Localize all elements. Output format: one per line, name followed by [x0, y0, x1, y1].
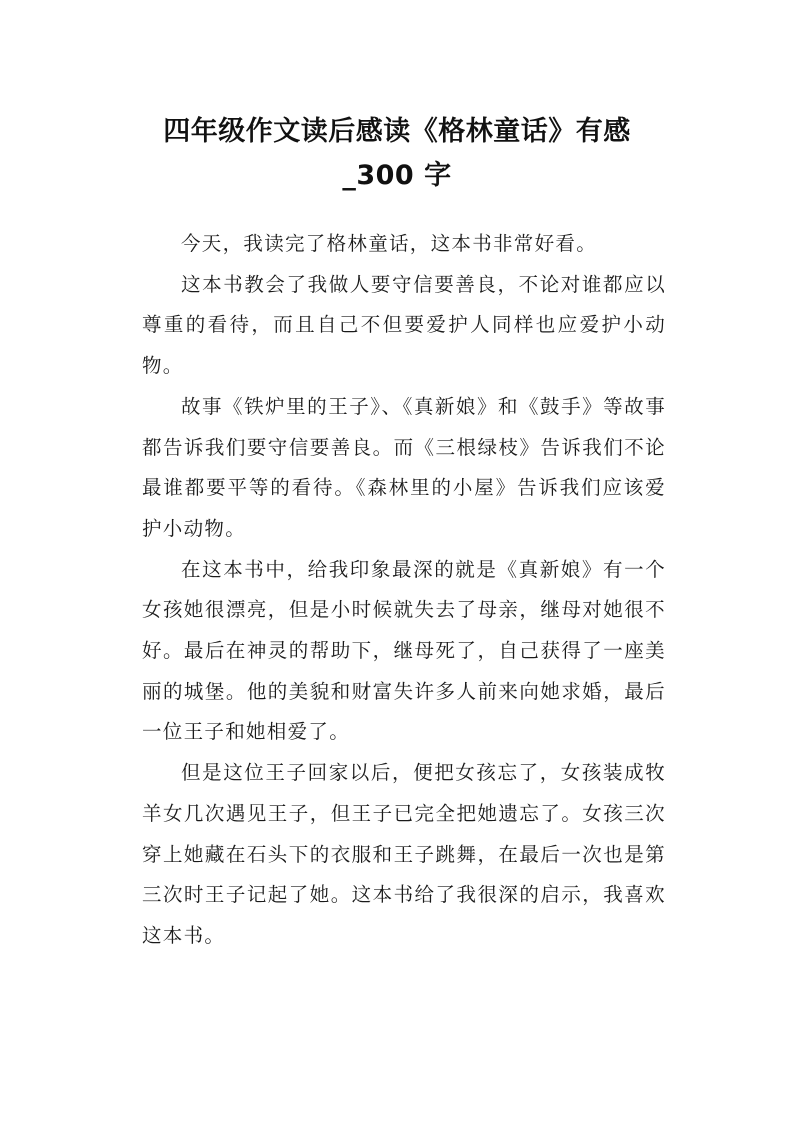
title-line-1: 四年级作文读后感读《格林童话》有感: [163, 116, 631, 147]
paragraph-4: 在这本书中，给我印象最深的就是《真新娘》有一个女孩她很漂亮，但是小时候就失去了母亲，继母对她很不好。最后在神灵的帮助下，继母死了，自己获得了一座美丽的城堡。他的美貌和财富失许多人前来向她求婚，最后一位王子和她相爱了。: [142, 557, 666, 744]
document-body: [142, 224, 666, 957]
paragraph-3: 故事《铁炉里的王子》、《真新娘》和《鼓手》等故事都告诉我们要守信要善良。而《三根绿枝》告诉我们不论最谁都要平等的看待。《森林里的小屋》告诉我们应该爱护小动物。: [142, 394, 666, 540]
paragraph-1: 今天，我读完了格林童话，这本书非常好看。: [181, 232, 598, 255]
document-title: [80, 110, 714, 198]
paragraph-5: 但是这位王子回家以后，便把女孩忘了，女孩装成牧羊女几次遇见王子，但王子已完全把她遗忘了。女孩三次穿上她藏在石头下的衣服和王子跳舞，在最后一次也是第三次时王子记起了她。这本书给了我很深的启示，我喜欢这本书。: [142, 761, 666, 947]
paragraph-2: 这本书教会了我做人要守信要善良，不论对谁都应以尊重的看待，而且自己不但要爱护人同样也应爱护小动物。: [142, 272, 666, 378]
title-line-2: _300 字: [342, 160, 452, 191]
